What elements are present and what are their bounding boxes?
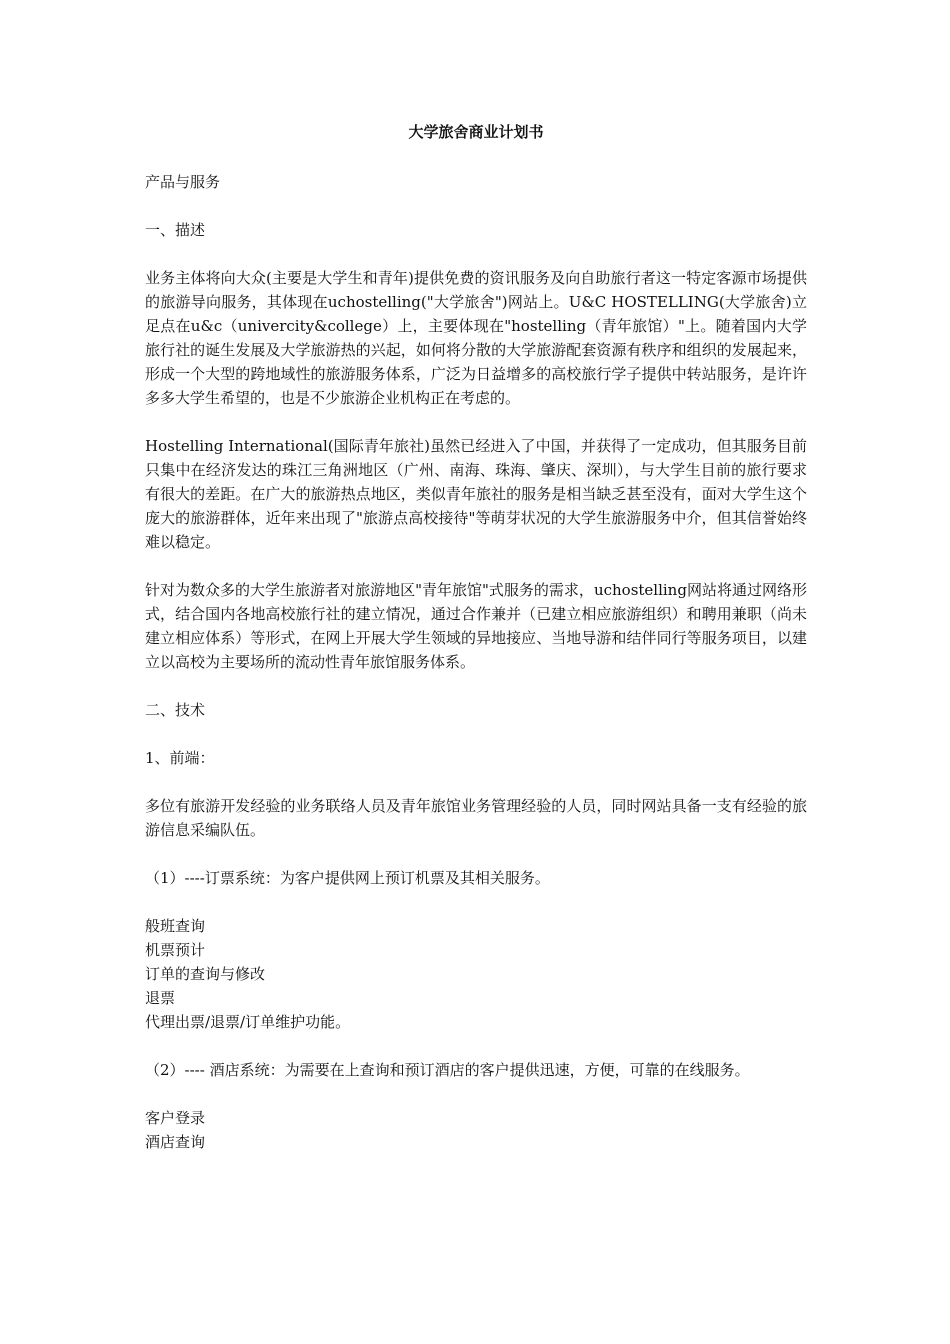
section-heading-describe: 一、描述 xyxy=(145,221,206,239)
list-item: 退票 xyxy=(145,989,176,1007)
section-heading-tech: 二、技术 xyxy=(145,701,206,719)
paragraph-business-intro: 业务主体将向大众(主要是大学生和青年)提供免费的资讯服务及向自助旅行者这一特定客源市场提供的旅游导向服务，其体现在uchostelling("大学旅舍")网站上。U&C HOSTELLING(大学旅舍)立足点在u&c（univercity&college）上，主要体现在"hostelling（青年旅馆）"上。随着国内大学旅行社的诞生发展及大学旅游热的兴起，如何将分散的大学旅游配套资源有秩序和组织的发展起来，形成一个大型的跨地域性的旅游服务体系，广泛为日益增多的高校旅行学子提供中转站服务，是许许多多大学生希望的，也是不少旅游企业机构正在考虑的。 xyxy=(145,269,807,407)
paragraph-service-plan: 针对为数众多的大学生旅游者对旅游地区"青年旅馆"式服务的需求，uchostelling网站将通过网络形式，结合国内各地高校旅行社的建立情况，通过合作兼并（已建立相应旅游组织）和聘用兼职（尚未建立相应体系）等形式，在网上开展大学生领域的异地接应、当地导游和结伴同行等服务项目，以建立以高校为主要场所的流动性青年旅馆服务体系。 xyxy=(145,581,807,671)
list-item: 酒店查询 xyxy=(145,1133,206,1151)
paragraph-hostelling-international: Hostelling International(国际青年旅社)虽然已经进入了中国，并获得了一定成功，但其服务目前只集中在经济发达的珠江三角洲地区（广州、南海、珠海、肇庆、深圳），与大学生目前的旅行要求有很大的差距。在广大的旅游热点地区，类似青年旅社的服务是相当缺乏甚至没有，面对大学生这个庞大的旅游群体，近年来出现了"旅游点高校接待"等萌芽状况的大学生旅游服务中介，但其信誉始终难以稳定。 xyxy=(145,437,807,551)
list-item: 代理出票/退票/订单维护功能。 xyxy=(145,1013,351,1031)
paragraph-team: 多位有旅游开发经验的业务联络人员及青年旅馆业务管理经验的人员，同时网站具备一支有经验的旅游信息采编队伍。 xyxy=(145,797,807,839)
list-item: 订单的查询与修改 xyxy=(145,965,266,983)
list-item: 机票预计 xyxy=(145,941,206,959)
list-item: 般班查询 xyxy=(145,917,206,935)
document-title: 大学旅舍商业计划书 xyxy=(408,123,544,141)
subsection-heading-frontend: 1、前端： xyxy=(145,749,215,767)
hotel-system-heading: （2）---- 酒店系统：为需要在上查询和预订酒店的客户提供迅速，方便，可靠的在线服务。 xyxy=(145,1061,750,1079)
ticket-system-list xyxy=(145,914,807,1034)
list-item: 客户登录 xyxy=(145,1109,206,1127)
document-body xyxy=(145,120,807,1178)
section-heading-products: 产品与服务 xyxy=(145,173,221,191)
hotel-system-list xyxy=(145,1106,807,1154)
ticket-system-heading: （1）----订票系统：为客户提供网上预订机票及其相关服务。 xyxy=(145,869,550,887)
